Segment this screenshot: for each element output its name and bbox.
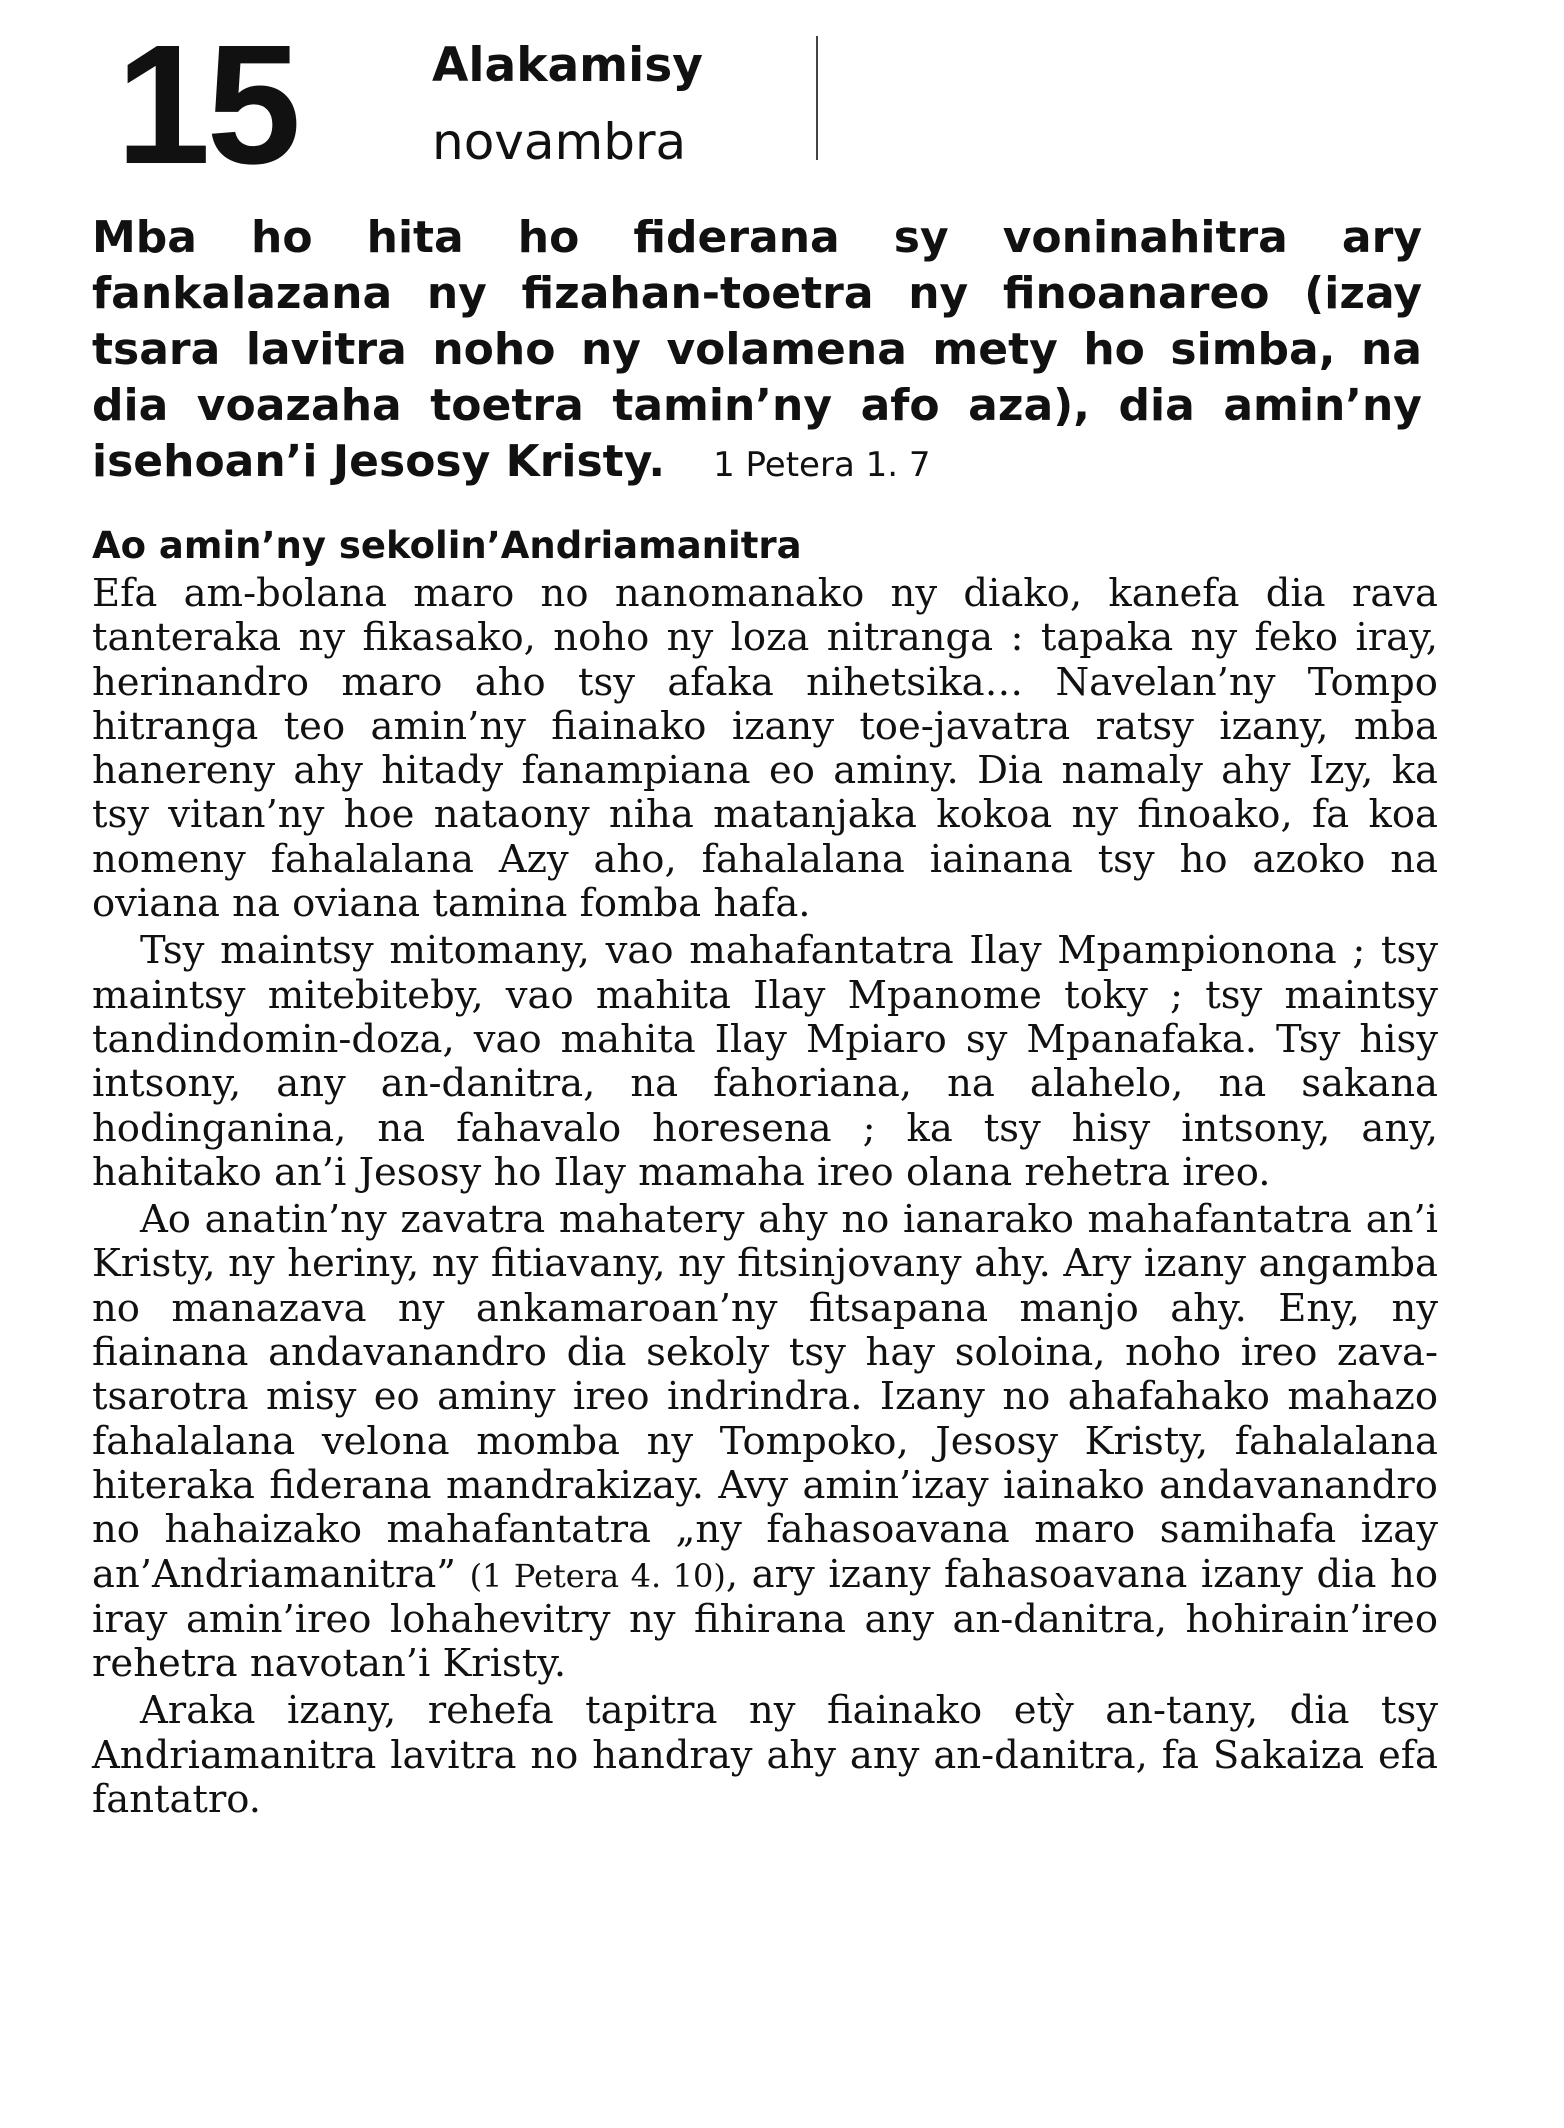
- header-divider: [816, 36, 818, 160]
- paragraph-2: Tsy maintsy mitomany, vao mahafantatra Ilay Mpampionona ; tsy maintsy mitebiteby, vao mahita Ilay Mpanome toky ; tsy maintsy tandindomin-doza, vao mahita Ilay Mpiaro sy Mpanafaka. Tsy hisy intsony, any an-danitra, na fahoriana, na alahelo, na sakana hodinganina, na fahavalo horesena ; ka tsy hisy intsony, any, hahitako an’i Jesosy ho Ilay mamaha ireo olana rehetra ireo.: [92, 928, 1438, 1195]
- date-header: [92, 10, 1472, 200]
- article-title: Ao amin’ny sekolin’Andriamanitra: [92, 524, 802, 567]
- month-label: novambra: [432, 113, 687, 171]
- verse-text: Mba ho hita ho fiderana sy voninahitra ary fankalazana ny fizahan-toetra ny finoanareo (izay tsara lavitra noho ny volamena mety ho simba, na dia voazaha toetra tamin’ny afo aza), dia amin’ny isehoan’i Jesosy Kristy.: [92, 212, 1422, 487]
- paragraph-1: Efa am-bolana maro no nanomanako ny diako, kanefa dia rava tanteraka ny fikasako, noho ny loza nitranga : tapaka ny feko iray, herinandro maro aho tsy afaka nihetsika… Navelan’ny Tompo hitranga teo amin’ny fiainako izany toe-javatra ratsy izany, mba hanereny ahy hitady fanampiana eo aminy. Dia namaly ahy Izy, ka tsy vitan’ny hoe nataony niha matanjaka kokoa ny finoako, fa koa nomeny fahalalana Azy aho, fahalalana iainana tsy ho azoko na oviana na oviana tamina fomba hafa.: [92, 571, 1438, 927]
- daily-verse: [92, 210, 1422, 493]
- article-body: [92, 572, 1438, 1825]
- verse-reference: 1 Petera 1. 7: [713, 445, 931, 485]
- paragraph-3-end: , ary izany fahasoavana izany dia ho iray amin’ireo lohahevitry ny fihirana any an-danitra, hohirain’ireo rehetra navotan’i Kristy.: [92, 1551, 1438, 1687]
- inline-scripture-reference: (1 Petera 4. 10): [469, 1556, 726, 1595]
- paragraph-3: [92, 1198, 1438, 1686]
- weekday-label: Alakamisy: [432, 38, 703, 93]
- paragraph-4: Araka izany, rehefa tapitra ny fiainako etỳ an-tany, dia tsy Andriamanitra lavitra no handray ahy any an-danitra, fa Sakaiza efa fantatro.: [92, 1688, 1438, 1823]
- day-number: 15: [116, 10, 298, 200]
- paragraph-3-text: Ao anatin’ny zavatra mahatery ahy no ianarako mahafantatra an’i Kristy, ny heriny, ny fitiavany, ny fitsinjovany ahy. Ary izany angamba no manazava ny ankamaroan’ny fitsapana manjo ahy. Eny, ny fiainana andavanandro dia sekoly tsy hay soloina, noho ireo zava-tsarotra misy eo aminy ireo indrindra. Izany no ahafahako mahazo fahalalana velona momba ny Tompoko, Jesosy Kristy, fahalalana hiteraka fiderana mandrakizay. Avy amin’izay iainako andavanandro no hahaizako mahafantatra „ny fahasoavana maro samihafa izay an’Andriamanitra”: [92, 1197, 1438, 1597]
